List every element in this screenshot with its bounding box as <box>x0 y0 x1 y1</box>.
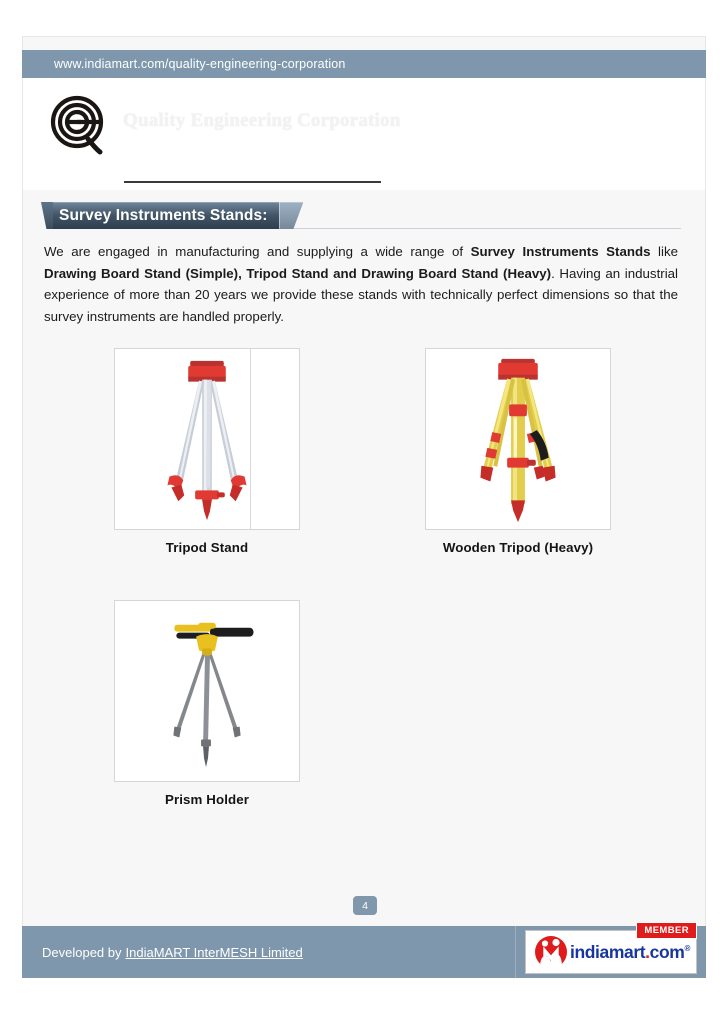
heading-body <box>53 202 279 229</box>
section-heading-text: Survey Instruments Stands: <box>59 207 268 224</box>
product-card-wooden-tripod[interactable] <box>425 348 611 555</box>
prism-holder-image <box>115 601 299 781</box>
footer-credit-label: Developed by <box>42 944 122 960</box>
wordmark-dot: . <box>645 941 650 962</box>
footer-badge-area <box>516 926 706 978</box>
wordmark-tld: com <box>649 941 685 962</box>
product-card-prism-holder[interactable] <box>114 600 300 807</box>
product-grid <box>0 348 728 852</box>
product-image-frame <box>425 348 611 530</box>
member-ribbon-label: MEMBER <box>636 922 697 939</box>
product-image-frame <box>114 600 300 782</box>
product-caption: Tripod Stand <box>165 540 249 555</box>
qe-monogram-icon <box>48 94 110 156</box>
footer-credit <box>22 926 516 978</box>
product-row-1 <box>0 348 728 600</box>
section-heading <box>41 202 681 230</box>
heading-right-cap-icon <box>279 202 303 229</box>
product-row-2 <box>0 600 728 852</box>
product-image-frame <box>114 348 300 530</box>
section-heading-band <box>41 202 303 229</box>
product-card-tripod-stand[interactable] <box>114 348 300 555</box>
intro-emphasis: Survey Instruments Stands <box>470 244 651 259</box>
indiamart-member-badge[interactable] <box>525 925 697 974</box>
product-caption: Wooden Tripod (Heavy) <box>442 540 594 555</box>
website-url-bar <box>22 50 706 78</box>
wordmark-registered-icon: ® <box>684 943 690 953</box>
wooden-tripod-heavy-image <box>426 349 610 529</box>
company-name: Quality Engineering Corporation <box>123 110 401 131</box>
website-url-text: www.indiamart.com/quality-engineering-corporation <box>54 57 346 71</box>
footer-credit-link[interactable]: IndiaMART InterMESH Limited <box>125 944 303 960</box>
wordmark-brand: indiamart <box>570 941 646 962</box>
indiamart-wordmark <box>570 942 690 963</box>
section-intro-paragraph <box>44 241 678 327</box>
page-number-badge: 4 <box>353 896 377 915</box>
aluminium-tripod-stand-image <box>115 349 299 529</box>
heading-left-cap-icon <box>41 202 53 229</box>
intro-text: We are engaged in manufacturing and supplying a wide range of <box>44 244 471 259</box>
intro-emphasis: Drawing Board Stand (Simple), Tripod Stand and Drawing Board Stand (Heavy) <box>44 265 552 281</box>
product-caption: Prism Holder <box>165 792 249 807</box>
indiamart-people-m-icon <box>534 935 568 969</box>
intro-text: . Having an industrial experience of more than 20 years we provide these stands with technically perfect dimensions so that the survey instruments are handled properly. <box>44 265 679 324</box>
letterhead-divider <box>124 181 381 183</box>
letterhead <box>23 78 705 190</box>
page-footer <box>22 926 706 978</box>
intro-text: like <box>650 244 678 259</box>
